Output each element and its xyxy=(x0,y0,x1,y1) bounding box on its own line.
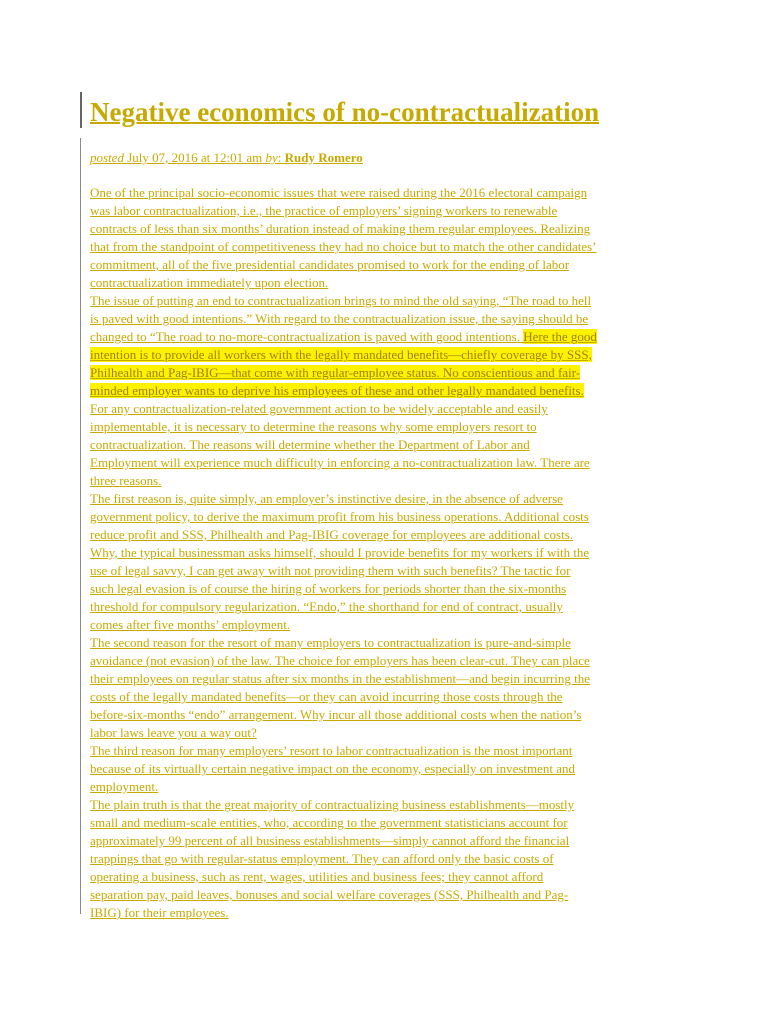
text-line: use of legal savvy, I can get away with not providing them with such benefits? The tactic for xyxy=(90,563,571,578)
text-line: The plain truth is that the great majority of contractualizing business establishments—mostly xyxy=(90,797,575,812)
author-link[interactable]: Rudy Romero xyxy=(284,150,363,165)
text-line: government policy, to derive the maximum profit from his business operations. Additional costs xyxy=(90,509,589,524)
text-line: contracts of less than six months’ duration instead of making them regular employees. Realizing xyxy=(90,221,591,236)
highlighted-line xyxy=(90,364,680,382)
paragraph-1[interactable] xyxy=(90,184,680,292)
text-line: One of the principal socio-economic issues that were raised during the 2016 electoral campaign xyxy=(90,185,588,200)
text-line: For any contractualization-related government action to be widely acceptable and easily xyxy=(90,401,548,416)
text-line: The third reason for many employers’ resort to labor contractualization is the most important xyxy=(90,743,573,758)
by-label: by xyxy=(265,150,278,165)
article-margin-rule xyxy=(80,138,81,914)
text-segment: changed to “The road to no-more-contractualization is paved with good intentions. xyxy=(90,329,520,344)
text-line: implementable, it is necessary to determine the reasons why some employers resort to xyxy=(90,419,537,434)
text-line: reduce profit and SSS, Philhealth and Pag-IBIG coverage for employees are additional costs. xyxy=(90,527,574,542)
paragraph-3[interactable] xyxy=(90,400,680,490)
text-line: such legal evasion is of course the hiring of workers for periods shorter than the six-months xyxy=(90,581,567,596)
text-line: separation pay, paid leaves, bonuses and social welfare coverages (SSS, Philhealth and Pag- xyxy=(90,887,569,902)
article-byline: posted July 07, 2016 at 12:01 am by: Rudy Romero xyxy=(90,150,363,165)
text-line: small and medium-scale entities, who, according to the government statisticians account for xyxy=(90,815,568,830)
text-line: labor laws leave you a way out? xyxy=(90,725,257,740)
text-line xyxy=(90,328,680,346)
text-line: The first reason is, quite simply, an employer’s instinctive desire, in the absence of adverse xyxy=(90,491,563,506)
text-line: three reasons. xyxy=(90,473,162,488)
text-line: trappings that go with regular-status employment. They can afford only the basic costs of xyxy=(90,851,554,866)
highlighted-text: intention is to provide all workers with the legally mandated benefits—chiefly coverage by SSS, xyxy=(90,347,592,362)
text-line: before-six-months “endo” arrangement. Why incur all those additional costs when the nation’s xyxy=(90,707,582,722)
text-line: contractualization. The reasons will determine whether the Department of Labor and xyxy=(90,437,530,452)
text-line: was labor contractualization, i.e., the practice of employers’ signing workers to renewable xyxy=(90,203,558,218)
paragraph-6[interactable] xyxy=(90,742,680,796)
highlighted-text: Philhealth and Pag-IBIG—that come with regular-employee status. No conscientious and fair- xyxy=(90,365,581,380)
text-line: Why, the typical businessman asks himself, should I provide benefits for my workers if with the xyxy=(90,545,590,560)
article-title[interactable]: Negative economics of no-contractualization xyxy=(90,97,600,127)
article-body xyxy=(90,184,680,922)
highlighted-line xyxy=(90,382,680,400)
paragraph-5[interactable] xyxy=(90,634,680,742)
text-line: operating a business, such as rent, wages, utilities and business fees; they cannot afford xyxy=(90,869,544,884)
text-line: Employment will experience much difficulty in enforcing a no-contractualization law. There are xyxy=(90,455,590,470)
paragraph-4[interactable] xyxy=(90,490,680,634)
highlighted-text: Here the good xyxy=(523,329,597,344)
text-line: because of its virtually certain negative impact on the economy, especially on investment and xyxy=(90,761,576,776)
text-line: threshold for compulsory regularization. “Endo,” the shorthand for end of contract, usually xyxy=(90,599,563,614)
title-margin-rule xyxy=(80,92,82,128)
paragraph-2[interactable] xyxy=(90,292,680,400)
text-line: their employees on regular status after six months in the establishment—and begin incurring the xyxy=(90,671,591,686)
text-line: comes after five months’ employment. xyxy=(90,617,291,632)
text-line: contractualization immediately upon election. xyxy=(90,275,329,290)
highlighted-line xyxy=(90,346,680,364)
posted-label: posted xyxy=(90,150,124,165)
text-line: The second reason for the resort of many employers to contractualization is pure-and-simple xyxy=(90,635,571,650)
text-line: that from the standpoint of competitiveness they had no choice but to match the other candidates’ xyxy=(90,239,597,254)
text-line: The issue of putting an end to contractualization brings to mind the old saying, “The road to hell xyxy=(90,293,592,308)
text-line: is paved with good intentions.” With regard to the contractualization issue, the saying should be xyxy=(90,311,589,326)
highlighted-text: minded employer wants to deprive his employees of these and other legally mandated benefits. xyxy=(90,383,584,398)
text-line: approximately 99 percent of all business establishments—simply cannot afford the financial xyxy=(90,833,570,848)
text-line: IBIG) for their employees. xyxy=(90,905,229,920)
post-date: July 07, 2016 at 12:01 am xyxy=(127,150,263,165)
text-line: avoidance (not evasion) of the law. The choice for employers has been clear-cut. They can place xyxy=(90,653,590,668)
text-line: employment. xyxy=(90,779,159,794)
text-line: commitment, all of the five presidential candidates promised to work for the ending of labor xyxy=(90,257,570,272)
paragraph-7[interactable] xyxy=(90,796,680,922)
text-line: costs of the legally mandated benefits—or they can avoid incurring those costs through the xyxy=(90,689,563,704)
